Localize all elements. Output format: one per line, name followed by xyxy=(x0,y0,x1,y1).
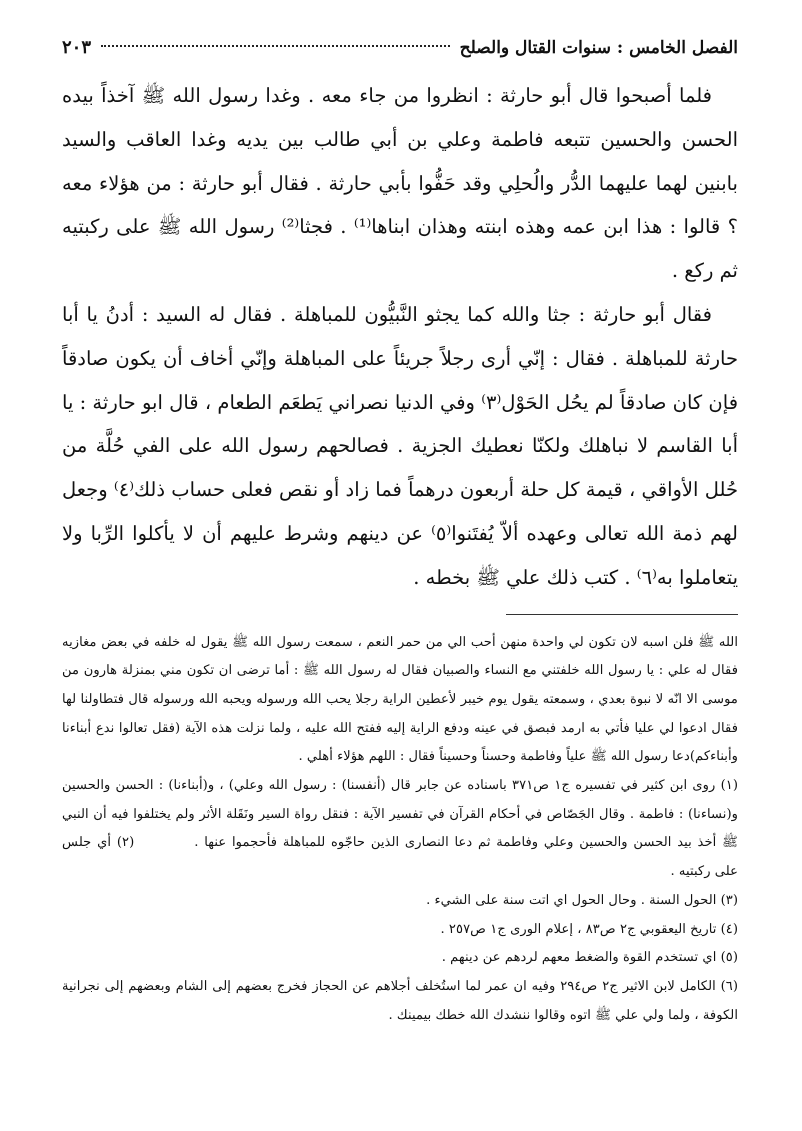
footnote-1-text: (١) روى ابن كثير في تفسيره ج١ ص٣٧١ باسناده عن جابر قال (أنفسنا) : رسول الله وعلي) ، و(أبناءنا) : الحسن والحسين و(نساءنا) : فاطمة . وقال الجَصّاص في أحكام القرآن في تفسير الآية : فنقل رواة السير ونَقَلة الأثر ولم يختلفوا فيه أن النبي ﷺ أخذ بيد الحسن والحسين وعلي وفاطمة ثم دعا النصارى الذين حاجّوه للمباهلة فأحجموا عنها . xyxy=(62,778,738,851)
footnotes xyxy=(62,629,738,1031)
running-header xyxy=(62,30,738,66)
footnote-5: (٥) اي تستخدم القوة والضغط معهم لردهم عن دينهم . xyxy=(441,950,738,966)
footnote-4: (٤) تاريخ اليعقوبي ج٢ ص٨٣ ، إعلام الورى ج١ ص٢٥٧ . xyxy=(440,921,738,937)
footnote-continuation: الله ﷺ فلن اسبه لان تكون لي واحدة منهن أحب الي من حمر النعم ، سمعت رسول الله ﷺ يقول له خلفه في بعض مغازيه فقال له علي : يا رسول الله خلفتني مع النساء والصبيان فقال له رسول الله ﷺ : أما ترضى ان تكون مني بمنزلة هارون من موسى الا انّه لا نبوة بعدي ، وسمعته يقول يوم خيبر لأعطين الراية رجلا يحب الله ورسوله ويحبه الله ورسوله قال فتطاولنا لها فقال ادعوا لي عليا فأتي به ارمد فبصق في عينه ودفع الراية إليه ففتح الله عليه ، ولما نزلت هذه الآية (فقل تعالوا ندع أبناءنا وأبناءكم)دعا رسول الله ﷺ علياً وفاطمة وحسناً وحسيناً فقال : اللهم هؤلاء أهلي . xyxy=(62,634,738,765)
footnote-6: (٦) الكامل لابن الاثير ج٢ ص٢٩٤ وفيه ان عمر لما استُخلف أجلاهم عن الحجاز فخرج بعضهم إلى الشام وبعضهم إلى نجرانية الكوفة ، ولما ولي علي ﷺ اتوه وقالوا ننشدك الله خطك بيمينك . xyxy=(62,979,738,1023)
footnote-3: (٣) الحول السنة . وحال الحول اي اتت سنة على الشيء . xyxy=(426,892,738,908)
footnote-2-text: (٢) أي جلس على ركبتيه . xyxy=(62,835,738,880)
chapter-title: الفصل الخامس : سنوات القتال والصلح xyxy=(459,38,738,58)
paragraph-2: فقال أبو حارثة : جثا والله كما يجثو النَّبيُّون للمباهلة . فقال له السيد : أدنُ يا أبا حارثة للمباهلة . فقال : إنّي أرى رجلاً جريئاً على المباهلة وإنّي أخاف أن يكون صادقاً فإن كان صادقاً لم يحُل الحَوْل⁽٣⁾ وفي الدنيا نصراني يَطعَم الطعام ، قال ابو حارثة : يا أبا القاسم لا نباهلك ولكنّا نعطيك الجزية . فصالحهم رسول الله على الفي حُلَّة من حُلل الأواقي ، قيمة كل حلة أربعون درهماً فما زاد أو نقص فعلى حساب ذلك⁽٤⁾ وجعل لهم ذمة الله تعالى وعهده ألاّ يُفتَنوا⁽٥⁾ عن دينهم وشرط عليهم أن لا يأكلوا الرِّبا ولا يتعاملوا به⁽٦⁾ . كتب ذلك علي ﷺ بخطه . xyxy=(62,302,739,589)
paragraph-1: فلما أصبحوا قال أبو حارثة : انظروا من جاء معه . وغدا رسول الله ﷺ آخذاً بيده الحسن والحسين تتبعه فاطمة وعلي بن أبي طالب بين يديه وغدا العاقب والسيد بابنين لهما عليهما الدُّر والُحلِي وقد حَفُّوا بأبي حارثة . فقال أبو حارثة : من هؤلاء معه ؟ قالوا : هذا ابن عمه وهذه ابنته وهذان ابناها⁽¹⁾ . فجثا⁽²⁾ رسول الله ﷺ على ركبتيه ثم ركع . xyxy=(62,84,738,283)
page-number: ٢٠٣ xyxy=(62,37,92,58)
main-text xyxy=(62,74,738,600)
header-dot-leader xyxy=(101,45,450,47)
footnote-divider xyxy=(506,614,738,615)
footnote-1 xyxy=(62,772,738,887)
book-page xyxy=(62,30,738,1030)
